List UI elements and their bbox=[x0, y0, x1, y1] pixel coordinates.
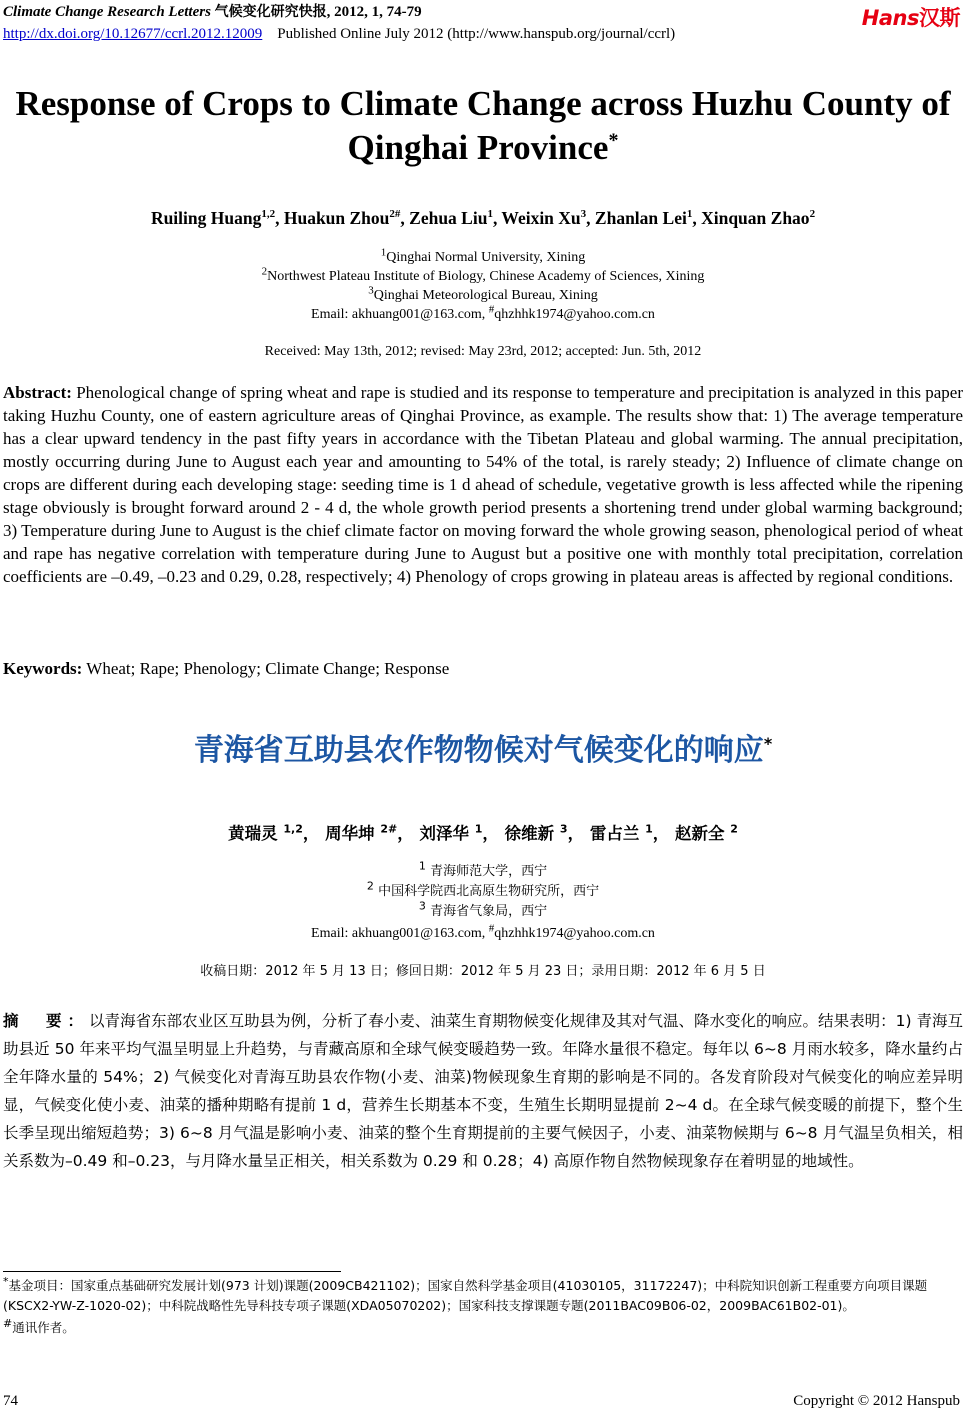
page-number: 74 bbox=[3, 1393, 18, 1409]
email-cn: Email: akhuang001@163.com, #qhzhhk1974@yahoo.com.cn bbox=[311, 922, 655, 941]
authors-en: Ruiling Huang$^{1,2}$, Huakun Zhou$^{2\#}$, Zehua Liu$^1$, Weixin Xu$^3$, Zhanlan Lei$^1$, Xinquan Zhao$^2$ bbox=[150, 208, 816, 228]
running-header bbox=[3, 2, 422, 22]
journal-name-en: Climate Change Research Letters bbox=[3, 4, 211, 20]
keywords-label: Keywords: bbox=[3, 659, 83, 678]
copyright: Copyright © 2012 Hanspub bbox=[793, 1393, 960, 1409]
author-en: Ruiling Huang$^{1,2}$ bbox=[150, 208, 276, 228]
doi-line bbox=[3, 24, 675, 44]
author-en: Huakun Zhou$^{2\#}$ bbox=[283, 208, 401, 228]
funding-footnote: *基金项目：国家重点基础研究发展计划(973 计划)课题(2009CB421102)；国家自然科学基金项目(41030105，31172247)；中科院知识创新工程重要方向项目课题(KSCX2-YW-Z-1020-02)；中科院战略性先导科技专项子课题(XDA05070202)；国家科技支撑课题专题(2011BAC09B06-02，2009BAC61B02-01)。 bbox=[3, 1274, 928, 1313]
email-en: Email: akhuang001@163.com, #qhzhhk1974@yahoo.com.cn bbox=[311, 303, 655, 322]
abstract-en bbox=[3, 381, 963, 588]
author-cn: 雷占兰 $^1$ bbox=[589, 822, 653, 843]
author-cn: 刘泽华 $^1$ bbox=[419, 822, 483, 843]
affiliation-cn: $^2$ 中国科学院西北高原生物研究所，西宁 bbox=[366, 879, 600, 899]
keywords-text: Wheat; Rape; Phenology; Climate Change; Response bbox=[82, 659, 450, 678]
footnote-divider bbox=[3, 1271, 341, 1272]
keywords-en bbox=[3, 657, 963, 680]
footnotes bbox=[3, 1276, 963, 1338]
author-cn: 赵新全 $^2$ bbox=[674, 822, 738, 843]
paper-title-cn: 青海省互助县农作物物候对气候变化的响应* bbox=[193, 733, 773, 768]
author-en: Zehua Liu$^1$ bbox=[409, 208, 493, 228]
published-online: Published Online July 2012 (http://www.hanspub.org/journal/ccrl) bbox=[277, 26, 676, 42]
affiliation-cn: $^1$ 青海师范大学，西宁 bbox=[418, 859, 548, 879]
affiliation-en: $^2$Northwest Plateau Institute of Biology, Chinese Academy of Sciences, Xining bbox=[261, 265, 705, 284]
doi-link[interactable]: http://dx.doi.org/10.12677/ccrl.2012.12009 bbox=[3, 26, 263, 42]
hanspub-logo: Hans汉斯 bbox=[861, 6, 960, 30]
author-en: Zhanlan Lei$^1$ bbox=[594, 208, 693, 228]
received-dates-en: Received: May 13th, 2012; revised: May 23rd, 2012; accepted: Jun. 5th, 2012 bbox=[264, 344, 702, 359]
authors-cn: 黄瑞灵 $^{1,2}$， 周华坤 $^{2\#}$， 刘泽华 $^1$， 徐维新 $^3$， 雷占兰 $^1$， 赵新全 $^2$ bbox=[228, 822, 738, 843]
journal-issue: , 2012, 1, 74-79 bbox=[326, 4, 422, 20]
abstract-cn bbox=[3, 1007, 963, 1175]
paper-title-en: Response of Crops to Climate Change across Huzhu County of Qinghai Province* bbox=[15, 84, 951, 167]
received-dates-cn: 收稿日期：2012 年 5 月 13 日；修回日期：2012 年 5 月 23 日；录用日期：2012 年 6 月 5 日 bbox=[200, 964, 766, 979]
author-en: Weixin Xu$^3$ bbox=[501, 208, 587, 228]
abstract-cn-text: 以青海省东部农业区互助县为例，分析了春小麦、油菜生育期物候变化规律及其对气温、降水变化的响应。结果表明：1) 青海互助县近 50 年来平均气温呈明显上升趋势，与青藏高原和全球气候变暖趋势一致。年降水量很不稳定。每年以 6~8 月雨水较多，降水量约占全年降水量的 54%；2) 气候变化对青海互助县农作物(小麦、油菜)物候现象生育期的影响是不同的。各发育阶段对气候变化的响应差异明显，气候变化使小麦、油菜的播种期略有提前 1 d，营养生长期基本不变，生殖生长期明显提前 2~4 d。在全球气候变暖的前提下，整个生长季呈现出缩短趋势；3) 6~8 月气温是影响小麦、油菜的整个生育期提前的主要气候因子，小麦、油菜物候期与 6~8 月气温呈负相关，相关系数为–0.49 和–0.23，与月降水量呈正相关，相关系数为 0.29 和 0.28；4) 高原作物自然物候现象存在着明显的地域性。 bbox=[3, 1012, 963, 1170]
journal-name-cn: 气候变化研究快报 bbox=[214, 4, 327, 20]
author-cn: 周华坤 $^{2\#}$ bbox=[325, 822, 398, 843]
affiliation-en: $^3$Qinghai Meteorological Bureau, Xining bbox=[368, 284, 598, 303]
abstract-cn-label: 摘 要： bbox=[3, 1012, 90, 1030]
author-cn: 黄瑞灵 $^{1,2}$ bbox=[228, 822, 303, 843]
abstract-label: Abstract: bbox=[3, 383, 72, 402]
affiliation-en: $^1$Qinghai Normal University, Xining bbox=[380, 246, 586, 265]
abstract-text: Phenological change of spring wheat and rape is studied and its response to temperature and precipitation is analyzed in this paper taking Huzhu County, one of eastern agriculture areas of Qinghai Province, as example. The results show that: 1) The average temperature has a clear upward tendency in the past fifty years in accordance with the Tibetan Plateau and global warming. The annual precipitation, mostly occurring during June to August each year and amounting to 54% of the total, is rarely steady; 2) Influence of climate change on crops are different during each developing stage: seeding time is 1 d ahead of schedule, vegetative growth is less affected while the ripening stage obviously is brought forward around 2 - 4 d, the whole growth period presents a shortening trend under global warming background; 3) Temperature during June to August is the chief climate factor on moving forward the whole growing season, phenological period of wheat and rape has negative correlation with temperature during June to August but a positive one with monthly total precipitation, correlation coefficients are –0.49, –0.23 and 0.29, 0.28, respectively; 4) Phenology of crops growing in plateau areas is affected by regional conditions. bbox=[3, 383, 963, 586]
author-en: Xinquan Zhao$^2$ bbox=[701, 208, 816, 228]
corresponding-footnote: #通讯作者。 bbox=[3, 1316, 75, 1335]
author-cn: 徐维新 $^3$ bbox=[504, 822, 568, 843]
affiliation-cn: $^3$ 青海省气象局，西宁 bbox=[418, 899, 548, 919]
